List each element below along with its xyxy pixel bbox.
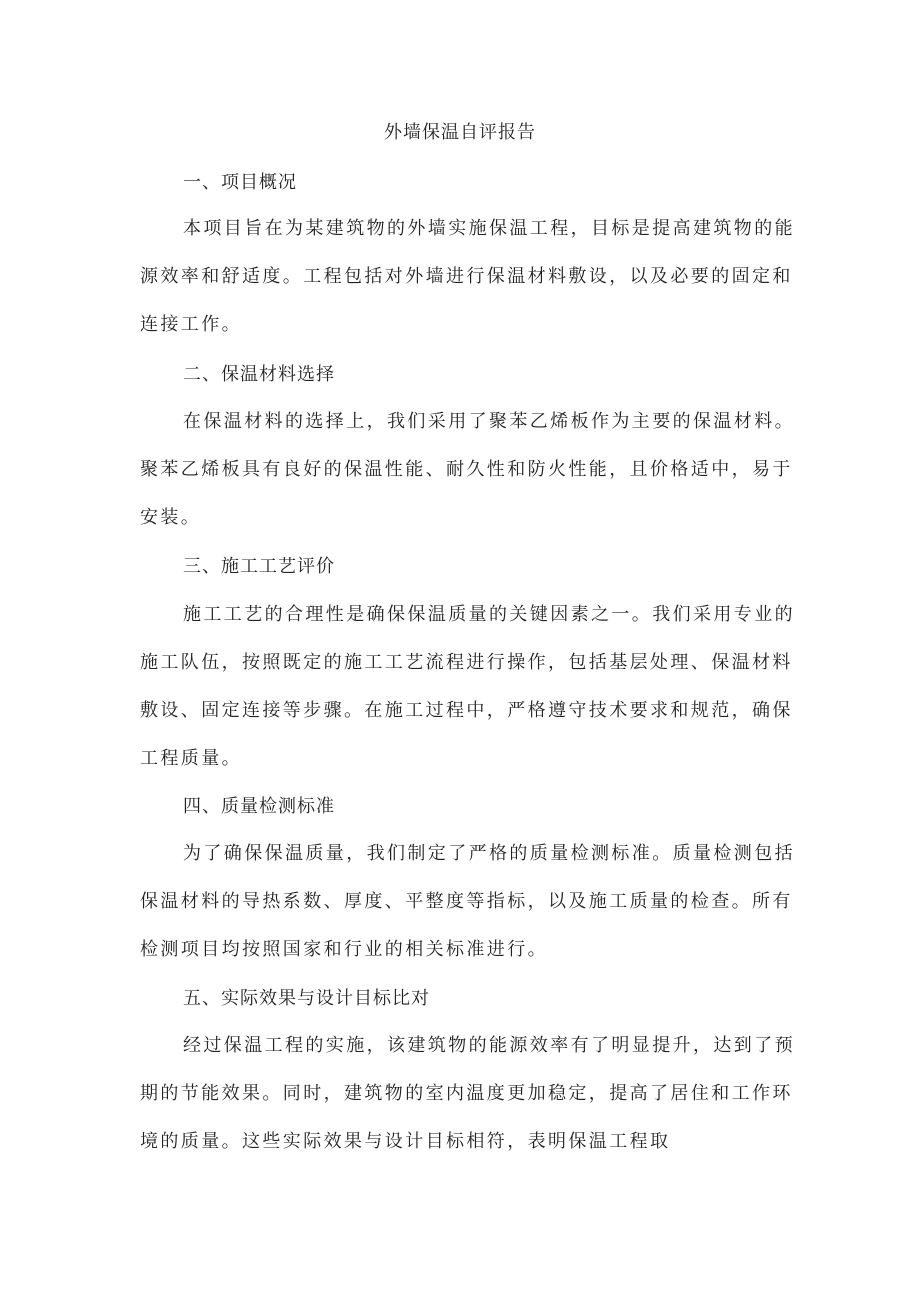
section-heading-2: 二、保温材料选择 (183, 364, 335, 385)
section-heading-1: 一、项目概况 (183, 172, 297, 193)
paragraph-line: 敷设、固定连接等步骤。在施工过程中，严格遵守技术要求和规范，确保 (140, 700, 793, 721)
section-heading-3: 三、施工工艺评价 (183, 556, 335, 577)
paragraph-line: 为了确保保温质量，我们制定了严格的质量检测标准。质量检测包括 (183, 843, 795, 864)
paragraph-line: 境的质量。这些实际效果与设计目标相符，表明保温工程取 (140, 1131, 671, 1152)
paragraph-line: 工程质量。 (140, 748, 242, 769)
paragraph-line: 聚苯乙烯板具有良好的保温性能、耐久性和防火性能，且价格适中，易于 (140, 459, 793, 480)
section-heading-4: 四、质量检测标准 (183, 796, 335, 817)
paragraph-line: 经过保温工程的实施，该建筑物的能源效率有了明显提升，达到了预 (183, 1035, 795, 1056)
paragraph-line: 施工队伍，按照既定的施工工艺流程进行操作，包括基层处理、保温材料 (140, 652, 793, 673)
paragraph-line: 保温材料的导热系数、厚度、平整度等指标，以及施工质量的检查。所有 (140, 891, 793, 912)
paragraph-line: 安装。 (140, 507, 202, 528)
paragraph-line: 期的节能效果。同时，建筑物的室内温度更加稳定，提高了居住和工作环 (140, 1083, 793, 1104)
paragraph-line: 源效率和舒适度。工程包括对外墙进行保温材料敷设，以及必要的固定和 (140, 266, 793, 287)
paragraph-line: 在保温材料的选择上，我们采用了聚苯乙烯板作为主要的保温材料。 (183, 411, 795, 432)
paragraph-line: 本项目旨在为某建筑物的外墙实施保温工程，目标是提高建筑物的能 (183, 218, 795, 239)
document-title: 外墙保温自评报告 (384, 122, 536, 143)
section-heading-5: 五、实际效果与设计目标比对 (183, 988, 430, 1009)
paragraph-line: 施工工艺的合理性是确保保温质量的关键因素之一。我们采用专业的 (183, 604, 795, 625)
paragraph-line: 连接工作。 (140, 314, 242, 335)
paragraph-line: 检测项目均按照国家和行业的相关标准进行。 (140, 939, 548, 960)
